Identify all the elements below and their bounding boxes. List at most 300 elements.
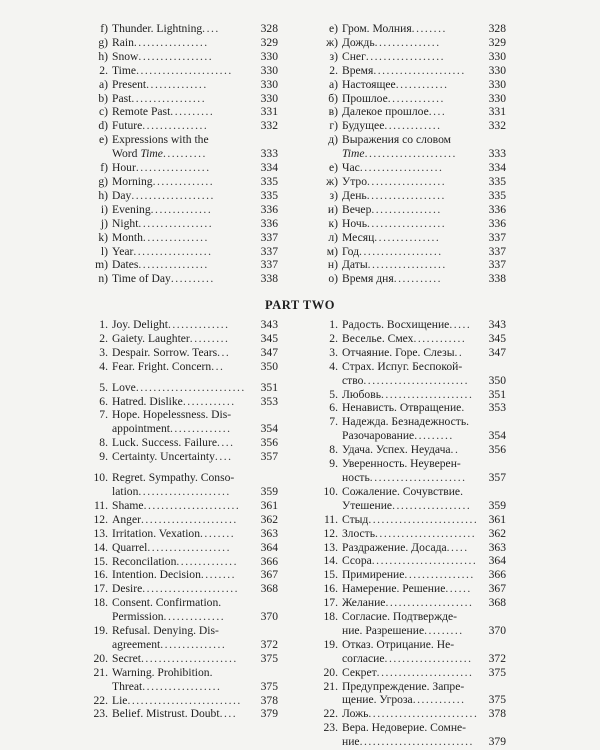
- entry-number: h): [98, 188, 108, 202]
- leader-dots: ....: [202, 22, 220, 35]
- leader-dots: ......................: [140, 651, 238, 665]
- leader-dots: ......................: [143, 498, 241, 512]
- leader-dots: .................: [138, 49, 214, 63]
- entry-number: ж): [326, 35, 338, 49]
- contents-entry: [308, 485, 506, 513]
- page-number: 335: [260, 174, 278, 188]
- page-number: 328: [488, 22, 506, 35]
- entry-title: Future: [112, 119, 143, 133]
- contents-entry: [78, 50, 278, 64]
- entry-number: 14.: [93, 540, 108, 554]
- page-number: 331: [260, 105, 278, 119]
- entry-title: Надежда. Безнадежность.: [342, 415, 470, 429]
- leader-dots: ........: [200, 526, 236, 540]
- contents-entry: [308, 189, 506, 203]
- entry-number: g): [98, 35, 108, 49]
- leader-dots: ........................: [371, 554, 478, 568]
- page-number: 337: [260, 258, 278, 272]
- entry-number: 22.: [323, 707, 338, 721]
- contents-entry: [78, 318, 278, 332]
- entry-title: Year: [112, 244, 134, 258]
- contents-entry: [78, 64, 278, 78]
- contents-entry: [78, 513, 278, 527]
- entry-number: 2.: [99, 331, 108, 345]
- page-number: 347: [488, 345, 506, 359]
- entry-title-continuation-text: согласие: [342, 651, 385, 665]
- entry-title: Lie: [112, 693, 128, 707]
- page-number: 356: [488, 443, 506, 457]
- contents-entry: [308, 541, 506, 555]
- contents-entry: [78, 582, 278, 596]
- entry-title-continuation-text: Разочарование: [342, 429, 415, 443]
- entry-number: 21.: [93, 665, 108, 679]
- contents-entry: [78, 36, 278, 50]
- entry-number: 15.: [93, 554, 108, 568]
- entry-number: г): [329, 119, 338, 133]
- page-number: 375: [488, 665, 506, 679]
- contents-entry: [308, 272, 506, 286]
- entry-number: 20.: [323, 665, 338, 679]
- entry-number: j): [100, 216, 108, 230]
- entry-title: Gaiety. Laughter: [112, 331, 190, 345]
- entry-title: Ночь: [342, 216, 367, 230]
- page-number: 330: [488, 49, 506, 63]
- entry-title: Отчаяние. Горе. Слезы: [342, 345, 455, 359]
- leader-dots: ..................: [142, 679, 222, 693]
- entry-number: з): [329, 188, 338, 202]
- entry-title: Отказ. Отрицание. Не-: [342, 637, 455, 651]
- page-number: 370: [260, 610, 278, 624]
- page-number: 333: [260, 147, 278, 161]
- entry-number: 19.: [93, 624, 108, 638]
- page-number: 334: [488, 161, 506, 175]
- entry-number: и): [327, 202, 338, 216]
- leader-dots: ..................: [367, 174, 447, 188]
- entry-title: Ненависть. Отвращение: [342, 401, 462, 415]
- page-number: 350: [260, 359, 278, 373]
- entry-number: f): [100, 161, 108, 175]
- leader-dots: .................: [133, 35, 209, 49]
- entry-title-continuation-text: appointment: [112, 422, 170, 436]
- leader-dots: ..........: [170, 272, 215, 286]
- contents-entry: [308, 721, 506, 749]
- english-contents-part-one: [78, 22, 278, 286]
- contents-entry: [78, 161, 278, 175]
- contents-entry: [78, 245, 278, 259]
- leader-dots: ..................: [133, 244, 213, 258]
- page-number: 362: [260, 512, 278, 526]
- page-number: 330: [260, 91, 278, 105]
- page-number: 356: [260, 436, 278, 450]
- entry-number: 2.: [329, 63, 338, 77]
- page-number: 329: [488, 35, 506, 49]
- page-number: 343: [488, 318, 506, 331]
- contents-entry: [308, 443, 506, 457]
- entry-title: Time: [112, 63, 137, 77]
- leader-dots: ....: [428, 105, 447, 119]
- page-number: 366: [488, 568, 506, 582]
- entry-number: 13.: [93, 526, 108, 540]
- contents-entry: [308, 596, 506, 610]
- entry-number: 2.: [329, 331, 338, 345]
- entry-title: Refusal. Denying. Dis-: [112, 624, 219, 638]
- entry-number: 5.: [99, 380, 108, 394]
- leader-dots: ......................: [142, 582, 240, 596]
- entry-number: h): [98, 49, 108, 63]
- leader-dots: ..........................: [359, 735, 474, 749]
- entry-title: Dates: [112, 258, 139, 272]
- leader-dots: ........: [411, 22, 447, 35]
- entry-number: 13.: [323, 540, 338, 554]
- entry-title: Fear. Fright. Concern: [112, 359, 212, 373]
- entry-title: Дождь: [342, 35, 375, 49]
- leader-dots: .: [461, 401, 466, 415]
- entry-title: Год: [342, 244, 360, 258]
- leader-dots: ...............: [374, 35, 441, 49]
- entry-title-continuation-text: щение. Угроза: [342, 693, 413, 707]
- leader-dots: ..............: [176, 554, 238, 568]
- contents-entry: [308, 22, 506, 36]
- entry-title: Day: [112, 188, 132, 202]
- entry-title-continuation-text: Permission: [112, 610, 164, 624]
- entry-title: Joy. Delight: [112, 318, 168, 331]
- entry-number: в): [328, 105, 338, 119]
- entry-title: Intention. Decision: [112, 568, 201, 582]
- page-number: 333: [488, 147, 506, 161]
- entry-number: 9.: [329, 457, 338, 471]
- leader-dots: ..: [454, 345, 464, 359]
- entry-number: 20.: [93, 651, 108, 665]
- contents-entry: [308, 680, 506, 708]
- entry-title: Anger: [112, 512, 141, 526]
- contents-entry: [308, 119, 506, 133]
- entry-title: Hatred. Dislike: [112, 394, 183, 408]
- contents-entry: [308, 707, 506, 721]
- page-number: 353: [260, 394, 278, 408]
- entry-title: Belief. Mistrust. Doubt: [112, 707, 220, 721]
- leader-dots: ..............: [150, 202, 213, 216]
- page-number: 345: [260, 331, 278, 345]
- entry-number: 12.: [323, 526, 338, 540]
- entry-number: а): [328, 77, 338, 91]
- entry-number: е): [328, 22, 338, 35]
- leader-dots: .....................: [373, 63, 466, 77]
- leader-dots: ...........: [393, 272, 443, 286]
- leader-dots: ...............: [142, 119, 209, 133]
- entry-title: Rain: [112, 35, 134, 49]
- entry-number: ж): [326, 174, 338, 188]
- contents-entry: [308, 78, 506, 92]
- entry-title-continuation: [78, 147, 246, 161]
- page-number: 361: [488, 512, 506, 526]
- contents-entry: [308, 554, 506, 568]
- contents-entry: [308, 568, 506, 582]
- contents-entry: [308, 217, 506, 231]
- leader-dots: ..............: [167, 318, 230, 331]
- entry-title-continuation-text: agreement: [112, 637, 161, 651]
- contents-entry: [308, 64, 506, 78]
- contents-entry: [78, 555, 278, 569]
- entry-title: Warning. Prohibition.: [112, 665, 213, 679]
- page-number: 367: [488, 582, 506, 596]
- page-number: 335: [488, 188, 506, 202]
- entry-title-continuation: [78, 485, 246, 499]
- page-number: 363: [260, 526, 278, 540]
- entry-title: Желание: [342, 596, 386, 610]
- entry-title: Hour: [112, 161, 136, 175]
- page-number: 335: [488, 174, 506, 188]
- entry-title: Вера. Недоверие. Сомне-: [342, 721, 467, 735]
- entry-number: б): [328, 91, 338, 105]
- contents-entry: [78, 231, 278, 245]
- page-number: 364: [488, 554, 506, 568]
- entry-title: Regret. Sympathy. Conso-: [112, 471, 235, 485]
- entry-number: 23.: [323, 721, 338, 735]
- entry-title: Прошлое: [342, 91, 388, 105]
- contents-entry: [308, 638, 506, 666]
- contents-entry: [78, 217, 278, 231]
- leader-dots: .............: [387, 91, 445, 105]
- entry-title-continuation: [78, 680, 246, 694]
- contents-entry: [78, 568, 278, 582]
- contents-entry: [308, 133, 506, 161]
- entry-number: 6.: [99, 394, 108, 408]
- entry-number: 3.: [99, 345, 108, 359]
- leader-dots: ............: [412, 693, 466, 707]
- russian-contents-part-two: [308, 318, 506, 749]
- entry-title: Радость. Восхищение: [342, 318, 450, 331]
- entry-title: Hope. Hopelessness. Dis-: [112, 408, 232, 422]
- page-number: 332: [260, 119, 278, 133]
- contents-entry: [78, 707, 278, 721]
- entry-title: Expressions with the: [112, 133, 209, 147]
- entry-title-continuation: [78, 638, 246, 652]
- contents-entry: [308, 360, 506, 388]
- entry-title: Remote Past: [112, 105, 171, 119]
- entry-title: Страх. Испуг. Беспокой-: [342, 359, 463, 373]
- entry-title: Снег: [342, 49, 366, 63]
- entry-number: 19.: [323, 637, 338, 651]
- section-heading: PART TWO: [265, 298, 335, 312]
- leader-dots: ..........................: [127, 693, 242, 707]
- page-number: 337: [488, 244, 506, 258]
- leader-dots: ......................: [140, 512, 238, 526]
- page-number: 353: [488, 401, 506, 415]
- contents-entry: [78, 360, 278, 374]
- entry-title: Despair. Sorrow. Tears: [112, 345, 218, 359]
- page-number: 330: [488, 77, 506, 91]
- page-number: 375: [260, 651, 278, 665]
- entry-number: 8.: [99, 436, 108, 450]
- entry-number: з): [329, 49, 338, 63]
- entry-title-continuation: [308, 374, 474, 388]
- entry-number: 22.: [93, 693, 108, 707]
- leader-dots: ..............: [146, 77, 208, 91]
- page-number: 337: [488, 258, 506, 272]
- page-number: 375: [488, 693, 506, 707]
- page-number: 379: [260, 707, 278, 721]
- leader-dots: ................: [138, 258, 209, 272]
- leader-dots: ............: [395, 77, 449, 91]
- entry-number: 18.: [323, 610, 338, 624]
- entry-number: 21.: [323, 679, 338, 693]
- contents-entry: [78, 258, 278, 272]
- page-number: 378: [260, 693, 278, 707]
- entry-title: Примирение: [342, 568, 405, 582]
- page-number: 366: [260, 554, 278, 568]
- leader-dots: ..................: [366, 188, 446, 202]
- leader-dots: ..........: [162, 147, 207, 161]
- leader-dots: ...................: [359, 161, 444, 175]
- entry-number: н): [327, 258, 338, 272]
- entry-title: Согласие. Подтвержде-: [342, 610, 457, 624]
- entry-title: Выражения со словом: [342, 133, 451, 147]
- entry-title: Даты: [342, 258, 368, 272]
- entry-title: Morning: [112, 174, 153, 188]
- entry-number: l): [100, 244, 108, 258]
- leader-dots: ............: [413, 331, 467, 345]
- entry-number: g): [98, 174, 108, 188]
- page-number: 331: [488, 105, 506, 119]
- leader-dots: ........................: [363, 373, 469, 387]
- page-number: 338: [488, 272, 506, 286]
- entry-number: 4.: [329, 359, 338, 373]
- russian-contents-part-one: [308, 22, 506, 286]
- entry-title-continuation-text: Time: [342, 147, 365, 161]
- leader-dots: ........: [200, 568, 237, 582]
- entry-title-continuation: [78, 610, 246, 624]
- entry-title: Гром. Молния: [342, 22, 412, 35]
- page-number: 357: [488, 470, 506, 484]
- contents-entry: [308, 161, 506, 175]
- entry-number: 2.: [99, 63, 108, 77]
- entry-title: День: [342, 188, 367, 202]
- leader-dots: .........: [189, 331, 230, 345]
- entry-title-continuation-text: lation: [112, 484, 139, 498]
- contents-entry: [78, 92, 278, 106]
- entry-title: Desire: [112, 582, 143, 596]
- entry-number: 5.: [329, 387, 338, 401]
- entry-title: Время дня: [342, 272, 394, 286]
- leader-dots: ...: [211, 359, 225, 373]
- page-number: 378: [488, 707, 506, 721]
- entry-title: Предупреждение. Запре-: [342, 679, 465, 693]
- entry-title: Будущее: [342, 119, 385, 133]
- entry-title-continuation: [308, 735, 474, 749]
- entry-title-continuation: [308, 652, 474, 666]
- contents-entry: [78, 408, 278, 436]
- leader-dots: ...............: [160, 637, 227, 651]
- entry-number: m): [95, 258, 108, 272]
- entry-title: Night: [112, 216, 139, 230]
- contents-entry: [78, 395, 278, 409]
- entry-title: Ложь: [342, 707, 369, 721]
- page-number: 332: [488, 119, 506, 133]
- page-number: 330: [260, 63, 278, 77]
- contents-entry: [308, 610, 506, 638]
- leader-dots: .........: [414, 429, 454, 443]
- leader-dots: ................: [404, 568, 475, 582]
- leader-dots: .....: [446, 540, 469, 554]
- contents-entry: [78, 666, 278, 694]
- leader-dots: ..................: [367, 216, 447, 230]
- entry-number: к): [328, 216, 338, 230]
- leader-dots: .............: [384, 119, 442, 133]
- page-number: 337: [260, 230, 278, 244]
- page-number: 336: [488, 202, 506, 216]
- entry-number: 17.: [323, 596, 338, 610]
- leader-dots: ....................: [385, 596, 474, 610]
- contents-entry: [78, 119, 278, 133]
- leader-dots: ..........: [170, 105, 215, 119]
- entry-title: Quarrel: [112, 540, 148, 554]
- entry-number: 4.: [99, 359, 108, 373]
- page-number: 347: [260, 345, 278, 359]
- entry-title-continuation: [308, 471, 474, 485]
- entry-number: 7.: [99, 408, 108, 422]
- contents-entry: [78, 175, 278, 189]
- entry-title-continuation: [78, 422, 246, 436]
- page-number: 338: [260, 272, 278, 286]
- entry-title: Далекое прошлое: [342, 105, 429, 119]
- contents-entry: [308, 332, 506, 346]
- contents-entry: [308, 527, 506, 541]
- leader-dots: ..................: [367, 258, 447, 272]
- entry-title: Вечер: [342, 202, 372, 216]
- contents-entry: [308, 175, 506, 189]
- leader-dots: .......................: [375, 526, 477, 540]
- leader-dots: ..................: [365, 49, 446, 63]
- leader-dots: .........................: [368, 512, 479, 526]
- contents-entry: [78, 22, 278, 36]
- entry-number: 16.: [323, 582, 338, 596]
- leader-dots: ..................: [392, 498, 472, 512]
- leader-dots: ...: [217, 345, 231, 359]
- entry-title: Time of Day: [112, 272, 171, 286]
- leader-dots: ....: [216, 436, 235, 450]
- leader-dots: ......................: [136, 63, 233, 77]
- entry-number: 17.: [93, 582, 108, 596]
- entry-title: Evening: [112, 202, 151, 216]
- page-number: 361: [260, 498, 278, 512]
- entry-number: e): [98, 133, 108, 147]
- entry-number: d): [98, 119, 108, 133]
- entry-title: Present: [112, 77, 147, 91]
- entry-title-continuation: [308, 429, 474, 443]
- contents-entry: [308, 318, 506, 332]
- leader-dots: ..: [450, 443, 460, 457]
- entry-title: Раздражение. Досада: [342, 540, 447, 554]
- leader-dots: .....: [449, 318, 472, 331]
- contents-entry: [308, 388, 506, 402]
- entry-number: b): [98, 91, 108, 105]
- leader-dots: .................: [135, 161, 211, 175]
- leader-dots: ..............: [152, 174, 215, 188]
- entry-title: Месяц: [342, 230, 375, 244]
- page-number: 337: [488, 230, 506, 244]
- entry-number: 1.: [329, 318, 338, 331]
- entry-number: м): [326, 244, 338, 258]
- contents-entry: [78, 436, 278, 450]
- leader-dots: ...................: [359, 244, 443, 258]
- entry-number: л): [328, 230, 338, 244]
- contents-entry: [308, 36, 506, 50]
- entry-title: Certainty. Uncertainty: [112, 450, 215, 464]
- entry-title: Shame: [112, 498, 144, 512]
- entry-number: 16.: [93, 568, 108, 582]
- page-number: 330: [260, 49, 278, 63]
- contents-entry: [308, 582, 506, 596]
